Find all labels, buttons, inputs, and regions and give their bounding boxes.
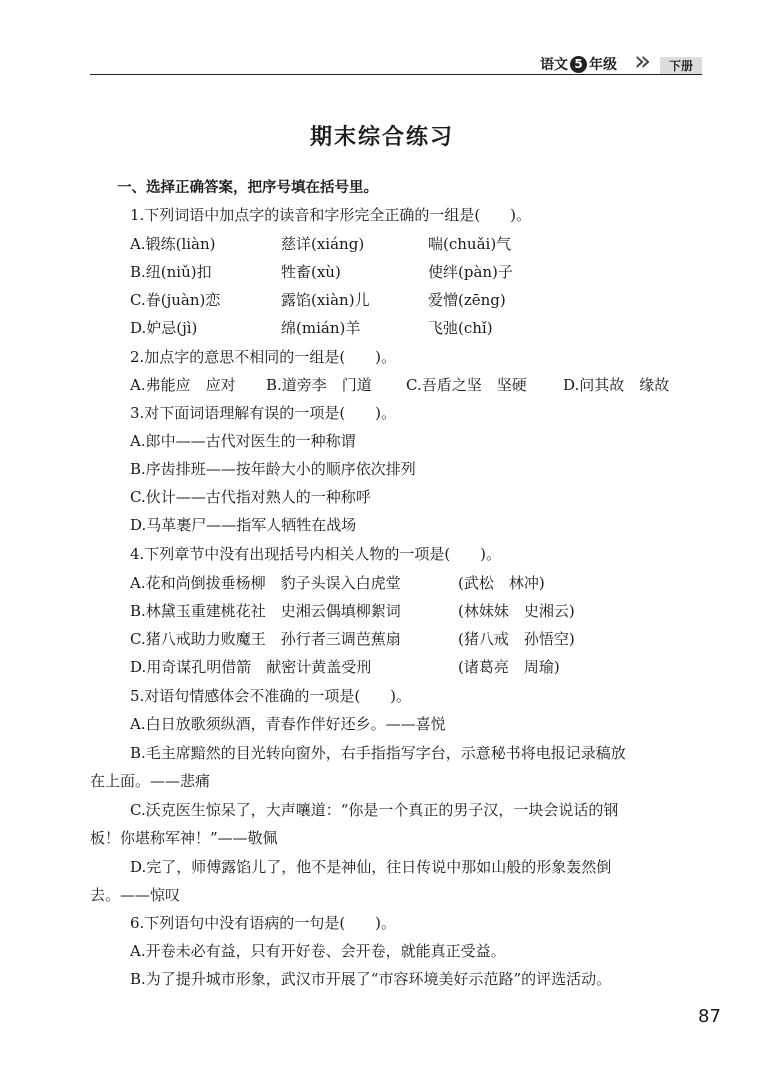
option-cell: 牲畜(xù)	[281, 263, 341, 281]
grade-number-badge: 5	[570, 56, 587, 73]
option-line: C.沃克医生惊呆了，大声嚷道：“你是一个真正的男子汉，一块会说话的钢	[130, 801, 619, 819]
option-line: C.伙计——古代指对熟人的一种称呼	[130, 488, 371, 506]
option-cell: D.问其故 缘故	[563, 376, 670, 394]
option-line: B.为了提升城市形象，武汉市开展了“市容环境美好示范路”的评选活动。	[130, 970, 612, 988]
subject-grade-label	[540, 54, 617, 74]
question-stem: 5.对语句情感体会不准确的一项是( )。	[130, 687, 412, 705]
option-cell: 绵(mián)羊	[281, 319, 361, 337]
option-line: A.郎中——古代对医生的一种称谓	[130, 432, 356, 450]
option-line: A.白日放歌须纵酒，青春作伴好还乡。——喜悦	[130, 715, 446, 733]
option-line: B.毛主席黯然的目光转向窗外，右手指指写字台，示意秘书将电报记录稿放	[130, 744, 626, 762]
header-divider	[90, 74, 702, 75]
option-cell: 慈详(xiáng)	[281, 235, 365, 253]
option-cell: 露馅(xiàn)儿	[281, 291, 370, 309]
option-cell: B.纽(niǔ)扣	[130, 263, 212, 281]
option-cell: C.吾盾之坚 坚硬	[406, 376, 527, 394]
page-title: 期末综合练习	[309, 125, 454, 150]
option-cell: D.妒忌(jì)	[130, 319, 198, 337]
question-stem: 4.下列章节中没有出现括号内相关人物的一项是( )。	[130, 545, 502, 563]
option-line: D.马革裹尸——指军人牺牲在战场	[130, 516, 357, 534]
grade-label-text: 年级	[589, 57, 617, 73]
page-number: 87	[698, 1006, 721, 1027]
volume-tag: 下册	[660, 57, 702, 74]
option-cell: B.道旁李 门道	[266, 376, 372, 394]
option-line-continued: 去。——惊叹	[90, 886, 181, 904]
option-cell: (林妹妹 史湘云)	[458, 602, 575, 620]
option-cell: A.弗能应 应对	[130, 376, 236, 394]
section-heading: 一、选择正确答案，把序号填在括号里。	[117, 180, 378, 196]
question-stem: 1.下列词语中加点字的读音和字形完全正确的一组是( )。	[130, 206, 532, 224]
option-line: B.序齿排班——按年龄大小的顺序依次排列	[130, 460, 416, 478]
option-cell: C.眷(juàn)恋	[130, 291, 221, 309]
option-cell: 飞弛(chǐ)	[428, 319, 493, 337]
option-cell: 使绊(pàn)子	[428, 263, 513, 281]
option-cell: (诸葛亮 周瑜)	[458, 658, 560, 676]
option-cell: A.锻练(liàn)	[130, 235, 216, 253]
option-line-continued: 在上面。——悲痛	[90, 772, 211, 790]
question-stem: 3.对下面词语理解有误的一项是( )。	[130, 404, 397, 422]
option-cell: C.猪八戒助力败魔王 孙行者三调芭蕉扇	[130, 630, 401, 648]
question-stem: 2.加点字的意思不相同的一组是( )。	[130, 348, 397, 366]
option-line-continued: 板！你堪称军神！”——敬佩	[90, 829, 278, 847]
option-cell: (武松 林冲)	[458, 574, 545, 592]
option-line: A.开卷未必有益，只有开好卷、会开卷，就能真正受益。	[130, 942, 506, 960]
option-cell: 爱憎(zēng)	[428, 291, 506, 309]
option-line: D.完了，师傅露馅儿了，他不是神仙，往日传说中那如山般的形象轰然倒	[130, 858, 612, 876]
option-cell: B.林黛玉重建桃花社 史湘云偶填柳絮词	[130, 602, 401, 620]
double-chevron-icon: »	[634, 44, 643, 77]
subject-text: 语文	[540, 57, 568, 73]
page-header	[540, 53, 617, 75]
option-cell: D.用奇谋孔明借箭 献密计黄盖受刑	[130, 658, 372, 676]
option-cell: (猪八戒 孙悟空)	[458, 630, 575, 648]
option-cell: 喘(chuǎi)气	[428, 235, 512, 253]
question-stem: 6.下列语句中没有语病的一句是( )。	[130, 914, 397, 932]
option-cell: A.花和尚倒拔垂杨柳 豹子头误入白虎堂	[130, 574, 401, 592]
